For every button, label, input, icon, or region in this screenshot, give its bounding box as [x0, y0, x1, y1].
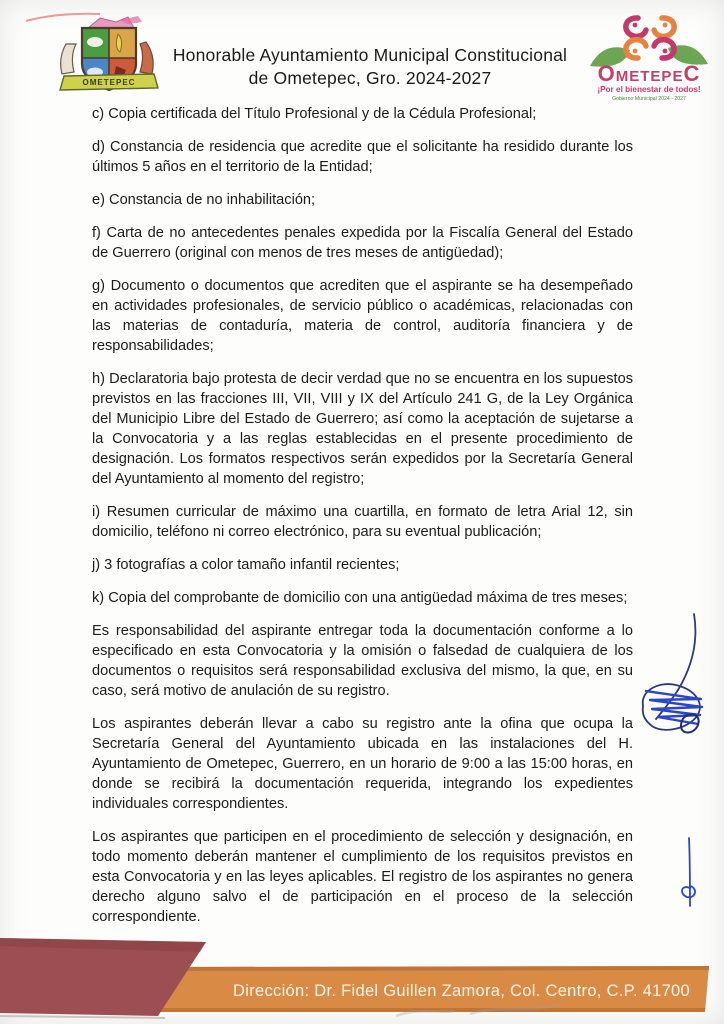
banner-text: OMETEPEC: [82, 78, 136, 87]
brand-subtitle: Gobierno Municipal 2024 - 2027: [612, 96, 686, 102]
footer-bands: [0, 930, 724, 1024]
paragraph-participation: Los aspirantes que participen en el procedimiento de selección y designación, en todo momento deberán mantener el cumplimiento de los requisitos previstos en esta Convocatoria y en las leyes aplicables. El registro de los aspirantes no genera derecho alguno salvo el de participación en el proceso de la selección correspondiente.: [92, 829, 633, 925]
coat-of-arms-ometepec: [50, 14, 170, 106]
requirement-item-d: d) Constancia de residencia que acredite que el solicitante ha residido durante los últimos 5 años en el territorio de la Entidad;: [92, 139, 633, 175]
ometepec-brand-logo: [578, 8, 718, 104]
requirement-item-f: f) Carta de no antecedentes penales expedida por la Fiscalía General del Estado de Guerrero (original con menos de tres meses de antigüedad);: [92, 225, 633, 261]
org-title: [170, 44, 570, 90]
requirement-item-h: h) Declaratoria bajo protesta de decir verdad que no se encuentra en los supuestos previstos en las fracciones III, VII, VIII y IX del Artículo 241 G, de la Ley Orgánica del Municipio Libre del Estado de Guerrero; así como la aceptación de sujetarse a la Convocatoria y a las reglas establecidas en el presente procedimiento de designación. Los formatos respectivos serán expedidos por la Secretaría General del Ayuntamiento al momento del registro;: [92, 371, 633, 487]
footer-address: Dirección: Dr. Fidel Guillen Zamora, Col. Centro, C.P. 41700: [233, 982, 690, 1000]
requirement-item-i: i) Resumen curricular de máximo una cuartilla, en formato de letra Arial 12, sin domicilio, teléfono ni correo electrónico, para su eventual publicación;: [92, 504, 633, 540]
requirement-item-k: k) Copia del comprobante de domicilio con una antigüedad máxima de tres meses;: [92, 590, 628, 606]
requirement-item-g: g) Documento o documentos que acrediten que el aspirante se ha desempeñado en actividades profesionales, de servicio público o académicas, relacionadas con las materias de contaduría, materia de control, auditoría financiera y de responsabilidades;: [92, 278, 633, 354]
brand-wordmark: OMETEPEC: [597, 61, 701, 86]
document-body: [92, 104, 633, 940]
signature-ink-mark: [643, 614, 702, 906]
paragraph-responsibility: Es responsabilidad del aspirante entregar toda la documentación conforme a lo especificado en esta Convocatoria y la omisión o falsedad de cualquiera de los documentos o requisitos será responsabilidad exclusiva del mismo, la que, en su caso, será motivo de anulación de su registro.: [92, 623, 633, 699]
org-title-line2: de Ometepec, Gro. 2024-2027: [248, 68, 492, 88]
right-supporter-figure: [140, 42, 153, 74]
knot-icon: [626, 18, 674, 58]
requirement-item-e: e) Constancia de no inhabilitación;: [92, 192, 316, 208]
brand-slogan: ¡Por el bienestar de todos!: [597, 85, 701, 94]
org-title-line1: Honorable Ayuntamiento Municipal Constitucional: [172, 45, 568, 65]
bird-glyph: [87, 37, 103, 47]
requirement-item-j: j) 3 fotografías a color tamaño infantil recientes;: [92, 557, 400, 573]
left-supporter-figure: [61, 44, 76, 74]
paragraph-registration-office: Los aspirantes deberán llevar a cabo su registro ante la ofina que ocupa la Secretaría General del Ayuntamiento ubicada en las instalaciones del H. Ayuntamiento de Ometepec, Guerrero, en un horario de 9:00 a las 15:00 horas, en donde se recibirá la documentación requerida, integrando los expedientes individuales correspondientes.: [92, 716, 633, 812]
requirement-item-c: c) Copia certificada del Título Profesional y de la Cédula Profesional;: [92, 106, 537, 122]
